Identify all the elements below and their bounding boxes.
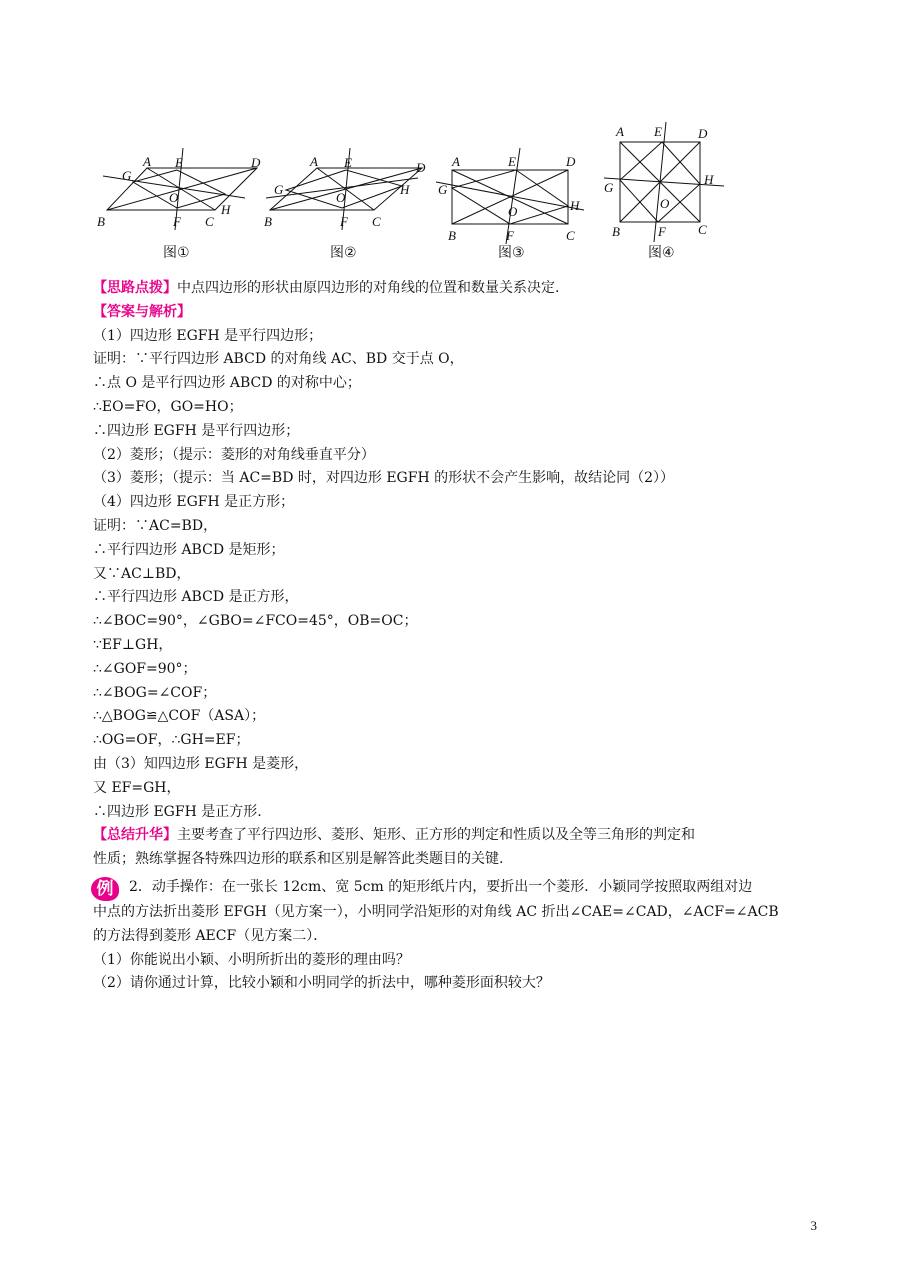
svg-text:B: B — [264, 214, 272, 229]
example-line-3: 的方法得到菱形 AECF（见方案二）． — [93, 927, 328, 944]
page-number: 3 — [810, 1218, 817, 1233]
svg-text:C: C — [566, 228, 575, 243]
example-line-2: 中点的方法折出菱形 EFGH（见方案一），小明同学沿矩形的对角线 AC 折出∠CAE=∠CAD，∠ACF=∠ACB — [93, 903, 779, 920]
svg-text:G: G — [122, 168, 132, 183]
svg-text:C: C — [205, 214, 214, 229]
example-question-2: （2）请你通过计算，比较小颖和小明同学的折法中，哪种菱形面积较大？ — [93, 975, 550, 992]
solution-line: ∴∠GOF=90°； — [93, 660, 197, 677]
solution-line: ∴∠BOG=∠COF； — [93, 684, 217, 701]
solution-line: （2）菱形；（提示：菱形的对角线垂直平分） — [93, 446, 375, 463]
example-icon: 例 — [91, 877, 119, 901]
summary-line — [93, 824, 823, 848]
svg-text:F: F — [658, 224, 666, 239]
svg-text:D: D — [698, 126, 708, 141]
svg-text:G: G — [604, 180, 614, 195]
solution-line: ∴OG=OF，∴GH=EF； — [93, 732, 250, 749]
solution-line: （3）菱形；（提示：当 AC=BD 时，对四边形 EGFH 的形状不会产生影响，故结论同（2）） — [93, 470, 675, 487]
svg-text:E: E — [175, 155, 183, 170]
svg-text:O: O — [508, 204, 518, 219]
svg-text:O: O — [336, 190, 346, 205]
solution-line: 由（3）知四边形 EGFH 是菱形， — [93, 755, 309, 772]
svg-text:B: B — [612, 224, 620, 239]
example-question-1: （1）你能说出小颖、小明所折出的菱形的理由吗？ — [93, 951, 410, 968]
svg-text:H: H — [570, 198, 580, 213]
svg-text:H: H — [704, 172, 714, 187]
solution-line: 又∵AC⊥BD， — [93, 565, 191, 582]
svg-text:D: D — [251, 155, 261, 170]
svg-text:B: B — [448, 228, 456, 243]
svg-text:O: O — [660, 196, 670, 211]
figure-4-caption: 图④ — [648, 245, 675, 261]
figure-4 — [600, 118, 732, 268]
solution-line: ∵EF⊥GH， — [93, 636, 173, 653]
solution-line: ∴△BOG≌△COF（ASA）； — [93, 708, 266, 725]
hint-tag: 【思路点拨】 — [93, 280, 177, 296]
svg-text:G: G — [274, 182, 284, 197]
solution-line: ∴平行四边形 ABCD 是矩形； — [93, 541, 285, 558]
summary-tag: 【总结升华】 — [93, 827, 177, 844]
figure-1 — [95, 118, 265, 268]
solution-line: ∴平行四边形 ABCD 是正方形， — [93, 589, 299, 606]
svg-text:B: B — [97, 214, 105, 229]
svg-text:A: A — [143, 154, 151, 169]
answer-tag: 【答案与解析】 — [93, 303, 191, 320]
figure-1-caption: 图① — [163, 245, 190, 261]
answer-tag-line — [93, 301, 823, 325]
svg-text:E: E — [654, 124, 662, 139]
solution-line: 又 EF=GH， — [93, 779, 181, 796]
figure-2-caption: 图② — [330, 245, 357, 261]
svg-text:F: F — [173, 214, 181, 229]
solution-line: （1）四边形 EGFH 是平行四边形； — [93, 327, 323, 344]
figure-3 — [434, 118, 600, 268]
figure-2 — [262, 118, 434, 268]
hint-line — [93, 277, 823, 301]
svg-text:H: H — [400, 182, 410, 197]
solution-line: ∴点 O 是平行四边形 ABCD 的对称中心； — [93, 375, 361, 392]
summary-line-2: 性质；熟练掌握各特殊四边形的联系和区别是解答此类题目的关键. — [93, 851, 504, 868]
solution-line: ∴四边形 EGFH 是正方形. — [93, 803, 262, 820]
svg-text:H: H — [221, 202, 231, 217]
svg-text:E: E — [344, 155, 352, 170]
solution-line: 证明：∵平行四边形 ABCD 的对角线 AC、BD 交于点 O， — [93, 351, 464, 368]
svg-text:F: F — [506, 228, 514, 243]
hint-text: 中点四边形的形状由原四边形的对角线的位置和数量关系决定. — [177, 280, 560, 296]
solution-line: （4）四边形 EGFH 是正方形； — [93, 494, 295, 511]
solution-line: ∴EO=FO，GO=HO； — [93, 398, 243, 415]
solution-line: ∴∠BOC=90°，∠GBO=∠FCO=45°，OB=OC； — [93, 613, 418, 630]
svg-text:A: A — [452, 154, 460, 169]
svg-text:E: E — [508, 154, 516, 169]
svg-text:A: A — [616, 124, 624, 139]
svg-text:A: A — [310, 154, 318, 169]
figure-3-caption: 图③ — [498, 245, 525, 261]
svg-text:C: C — [698, 222, 707, 237]
solution-line: ∴四边形 EGFH 是平行四边形； — [93, 422, 300, 439]
svg-text:F: F — [340, 214, 348, 229]
summary-text: 主要考查了平行四边形、菱形、矩形、正方形的判定和性质以及全等三角形的判定和 — [177, 827, 695, 844]
svg-text:O: O — [169, 190, 179, 205]
content — [93, 277, 823, 996]
example-text-1: 2．动手操作：在一张长 12cm、宽 5cm 的矩形纸片内，要折出一个菱形．小颖同学按照取两组对边 — [129, 878, 753, 895]
svg-text:G: G — [438, 182, 448, 197]
svg-text:D: D — [416, 160, 426, 175]
svg-text:C: C — [372, 214, 381, 229]
example-line-1 — [93, 876, 823, 901]
svg-text:D: D — [566, 154, 576, 169]
solution-line: 证明：∵AC=BD， — [93, 517, 218, 534]
